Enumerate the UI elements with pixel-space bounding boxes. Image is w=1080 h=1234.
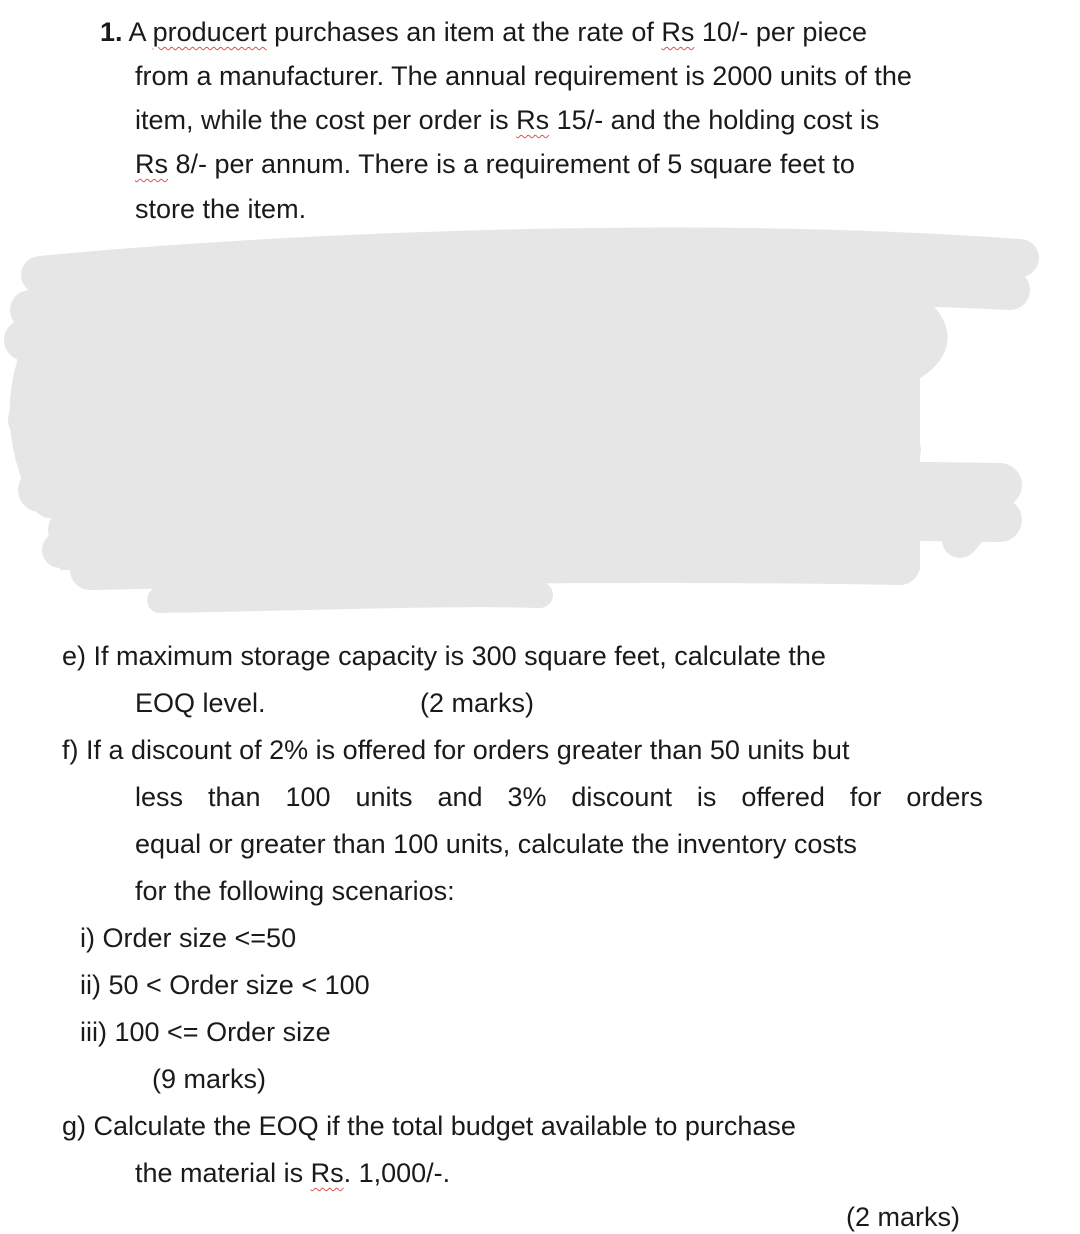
misspelled-word: Rs <box>661 17 695 47</box>
question-line-1: 1. A producert purchases an item at the rate of Rs 10/- per piece <box>100 17 867 47</box>
part-f-line-1: f) If a discount of 2% is offered for orders greater than 50 units but <box>62 735 850 765</box>
misspelled-word: Rs <box>310 1158 344 1188</box>
part-f-line-2: less than 100 units and 3% discount is offered for orders <box>135 782 983 812</box>
part-f-line-4: for the following scenarios: <box>135 876 455 906</box>
part-f-line-3: equal or greater than 100 units, calculate the inventory costs <box>135 829 857 859</box>
redaction-scribble <box>0 230 1080 630</box>
scenario-2: ii) 50 < Order size < 100 <box>80 970 370 1000</box>
question-number: 1. <box>100 17 123 47</box>
misspelled-word: producert <box>152 17 267 47</box>
question-line-2: from a manufacturer. The annual requirement is 2000 units of the <box>135 61 912 91</box>
scenario-1: i) Order size <=50 <box>80 923 297 953</box>
part-e-line-2: EOQ level. <box>135 688 266 718</box>
part-g-line-2: the material is Rs. 1,000/-. <box>135 1158 451 1188</box>
part-g-marks: (2 marks) <box>846 1202 960 1232</box>
misspelled-word: Rs <box>135 149 168 179</box>
part-e-line-1: e) If maximum storage capacity is 300 square feet, calculate the <box>62 641 826 671</box>
part-g-line-1: g) Calculate the EOQ if the total budget available to purchase <box>62 1111 796 1141</box>
question-line-5: store the item. <box>135 194 307 224</box>
part-f-marks: (9 marks) <box>152 1064 266 1094</box>
misspelled-word: Rs <box>516 105 550 135</box>
question-line-4: Rs 8/- per annum. There is a requirement of 5 square feet to <box>135 149 855 179</box>
part-e-marks: (2 marks) <box>420 688 534 718</box>
question-line-3: item, while the cost per order is Rs 15/- and the holding cost is <box>135 105 880 135</box>
scenario-3: iii) 100 <= Order size <box>80 1017 331 1047</box>
